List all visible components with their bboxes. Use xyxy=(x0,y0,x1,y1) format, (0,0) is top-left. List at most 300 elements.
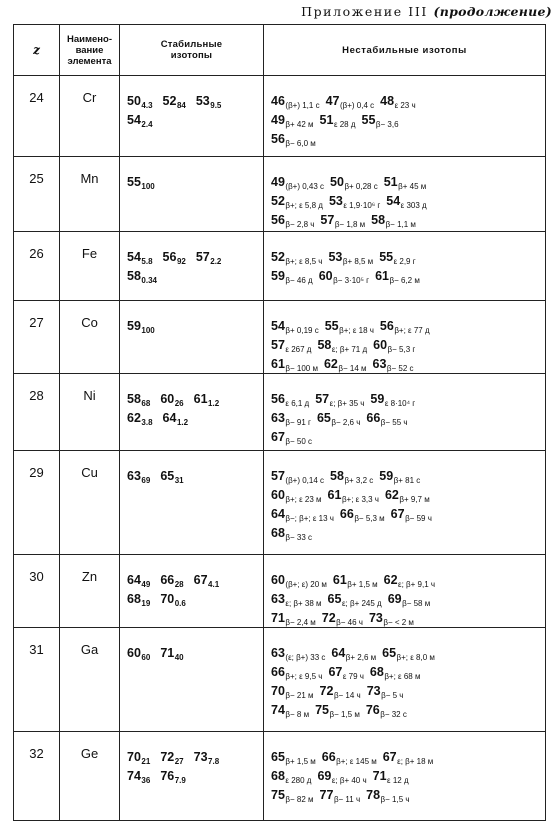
decay-info-subscript: (β+) 0,4 с xyxy=(339,101,375,110)
mass-number: 57 xyxy=(320,213,335,227)
decay-info-subscript: ε; β+ 18 м xyxy=(397,757,434,766)
mass-number: 63 xyxy=(372,357,387,371)
decay-info-subscript: β− 6,0 м xyxy=(285,139,316,148)
unstable-isotope xyxy=(371,209,416,234)
cell-stable-isotopes xyxy=(120,628,264,732)
decay-info-subscript: ε 23 ч xyxy=(394,101,416,110)
cell-stable-isotopes xyxy=(120,157,264,232)
cell-z: 28 xyxy=(14,374,60,451)
cell-stable-isotopes xyxy=(120,555,264,628)
mass-number: 66 xyxy=(160,573,175,587)
stable-isotope xyxy=(127,265,157,290)
cell-z: 29 xyxy=(14,451,60,555)
unstable-isotope xyxy=(375,265,420,290)
isotope-table xyxy=(13,24,546,821)
mass-number: 71 xyxy=(160,646,175,660)
cell-element-symbol: Mn xyxy=(60,157,120,232)
isotope-line xyxy=(127,109,259,128)
stable-isotope xyxy=(127,109,153,134)
mass-number: 64 xyxy=(162,411,177,425)
cell-element-symbol: Cu xyxy=(60,451,120,555)
mass-number: 59 xyxy=(379,469,394,483)
decay-info-subscript: (ε; β+) 33 с xyxy=(285,653,326,662)
abundance-subscript: 26 xyxy=(174,399,184,408)
mass-number: 62 xyxy=(384,488,399,502)
page-header xyxy=(0,4,552,22)
decay-info-subscript: β+ 0,28 с xyxy=(344,182,378,191)
table-row xyxy=(14,628,546,732)
decay-info-subscript: β+; ε 8,0 м xyxy=(396,653,435,662)
mass-number: 61 xyxy=(332,573,347,587)
mass-number: 69 xyxy=(387,592,402,606)
decay-info-subscript: β+ 81 с xyxy=(393,476,421,485)
stable-isotope xyxy=(163,407,189,432)
decay-info-subscript: β− 50 с xyxy=(285,437,313,446)
isotope-line xyxy=(271,642,541,661)
mass-number: 60 xyxy=(127,646,141,660)
mass-number: 64 xyxy=(127,573,141,587)
cell-z: 27 xyxy=(14,301,60,374)
isotope-line xyxy=(127,246,259,265)
abundance-subscript: 0.6 xyxy=(174,599,186,608)
mass-number: 49 xyxy=(271,113,285,127)
isotope-line xyxy=(271,190,541,209)
stable-isotope xyxy=(160,765,186,790)
mass-number: 72 xyxy=(160,750,175,764)
abundance-subscript: 7.9 xyxy=(174,776,186,785)
mass-number: 58 xyxy=(330,469,344,483)
unstable-isotope xyxy=(271,209,314,234)
mass-number: 53 xyxy=(195,94,210,108)
unstable-isotope xyxy=(271,522,312,547)
decay-info-subscript: β− 6,2 м xyxy=(389,276,420,285)
cell-stable-isotopes xyxy=(120,76,264,157)
decay-info-subscript: β+ 2,6 м xyxy=(345,653,377,662)
isotope-line xyxy=(271,315,541,334)
table-row xyxy=(14,451,546,555)
isotope-line xyxy=(271,503,541,522)
mass-number: 59 xyxy=(127,319,141,333)
mass-number: 76 xyxy=(365,703,380,717)
mass-number: 76 xyxy=(160,769,175,783)
mass-number: 66 xyxy=(366,411,381,425)
mass-number: 55 xyxy=(127,175,141,189)
abundance-subscript: 9.5 xyxy=(210,101,222,110)
isotope-line xyxy=(271,90,541,109)
decay-info-subscript: β− 1,1 м xyxy=(385,220,416,229)
unstable-isotope xyxy=(271,128,316,153)
table-row xyxy=(14,732,546,821)
continued-note: (продолжение) xyxy=(433,4,552,19)
mass-number: 63 xyxy=(271,411,285,425)
cell-z: 26 xyxy=(14,232,60,301)
mass-number: 55 xyxy=(379,250,394,264)
table-header-row xyxy=(14,25,546,76)
decay-info-subscript: ε 8·10⁴ г xyxy=(384,399,416,408)
stable-isotope xyxy=(127,465,150,490)
mass-number: 61 xyxy=(327,488,342,502)
isotope-line xyxy=(271,465,541,484)
decay-info-subscript: β− 14 ч xyxy=(333,691,361,700)
mass-number: 52 xyxy=(162,94,177,108)
cell-stable-isotopes xyxy=(120,451,264,555)
decay-info-subscript: β− 82 м xyxy=(285,795,314,804)
decay-info-subscript: β+; ε 68 м xyxy=(384,672,421,681)
mass-number: 67 xyxy=(382,750,397,764)
mass-number: 61 xyxy=(375,269,389,283)
decay-info-subscript: β− 100 м xyxy=(285,364,318,373)
mass-number: 57 xyxy=(315,392,330,406)
cell-stable-isotopes xyxy=(120,374,264,451)
stable-isotope xyxy=(160,642,183,667)
mass-number: 56 xyxy=(379,319,394,333)
mass-number: 49 xyxy=(271,175,285,189)
table-row xyxy=(14,232,546,301)
mass-number: 54 xyxy=(271,319,285,333)
isotope-line xyxy=(271,680,541,699)
isotope-line xyxy=(271,699,541,718)
header-element-line: вание xyxy=(75,44,104,56)
isotope-line xyxy=(271,569,541,588)
mass-number: 77 xyxy=(319,788,334,802)
decay-info-subscript: ε 1,9·10⁶ г xyxy=(343,201,381,210)
decay-info-subscript: β− 91 г xyxy=(285,418,311,427)
decay-info-subscript: ε; β+ 9,1 ч xyxy=(398,580,436,589)
decay-info-subscript: β+ 9,7 м xyxy=(399,495,430,504)
decay-info-subscript: β+; ε 8,5 ч xyxy=(285,257,323,266)
mass-number: 56 xyxy=(271,213,285,227)
mass-number: 61 xyxy=(271,357,285,371)
header-unstable-isotopes: Нестабильные изотопы xyxy=(264,25,546,76)
mass-number: 47 xyxy=(325,94,340,108)
decay-info-subscript: β− 8 м xyxy=(285,710,310,719)
cell-unstable-isotopes xyxy=(264,374,546,451)
mass-number: 57 xyxy=(195,250,210,264)
cell-z: 30 xyxy=(14,555,60,628)
mass-number: 52 xyxy=(271,194,285,208)
abundance-subscript: 31 xyxy=(174,476,184,485)
isotope-line xyxy=(271,353,541,372)
mass-number: 73 xyxy=(366,684,381,698)
decay-info-subscript: ε 303 д xyxy=(400,201,427,210)
table-row xyxy=(14,76,546,157)
cell-element-symbol: Cr xyxy=(60,76,120,157)
isotope-line xyxy=(127,265,259,284)
isotope-line xyxy=(271,784,541,803)
decay-info-subscript: β− 3·10⁵ г xyxy=(333,276,370,285)
mass-number: 56 xyxy=(271,392,285,406)
unstable-isotope xyxy=(366,784,409,809)
abundance-subscript: 36 xyxy=(141,776,151,785)
decay-info-subscript: β− 5,3 м xyxy=(354,514,385,523)
mass-number: 53 xyxy=(328,250,343,264)
mass-number: 56 xyxy=(162,250,177,264)
table-row xyxy=(14,374,546,451)
decay-info-subscript: ε; β+ 35 ч xyxy=(329,399,365,408)
header-stable-line: изотопы xyxy=(170,50,213,61)
mass-number: 69 xyxy=(317,769,332,783)
cell-element-symbol: Ga xyxy=(60,628,120,732)
isotope-line xyxy=(271,128,541,147)
unstable-isotope xyxy=(320,209,365,234)
mass-number: 58 xyxy=(317,338,332,352)
unstable-isotope xyxy=(340,503,385,528)
cell-unstable-isotopes xyxy=(264,157,546,232)
stable-isotope xyxy=(127,315,155,340)
decay-info-subscript: β−; β+; ε 13 ч xyxy=(285,514,334,523)
mass-number: 75 xyxy=(271,788,285,802)
mass-number: 62 xyxy=(383,573,398,587)
mass-number: 66 xyxy=(321,750,336,764)
mass-number: 64 xyxy=(331,646,346,660)
decay-info-subscript: β− 5,3 г xyxy=(387,345,416,354)
isotope-line xyxy=(271,334,541,353)
decay-info-subscript: β− 1,5 ч xyxy=(380,795,410,804)
decay-info-subscript: (β+; ε) 20 м xyxy=(285,580,327,589)
decay-info-subscript: β− 52 с xyxy=(386,364,414,373)
unstable-isotope xyxy=(271,265,313,290)
cell-unstable-isotopes xyxy=(264,451,546,555)
table-row xyxy=(14,157,546,232)
isotope-line xyxy=(127,171,259,190)
isotope-line xyxy=(271,171,541,190)
unstable-isotope xyxy=(271,699,309,724)
decay-info-subscript: β+; ε 23 м xyxy=(285,495,322,504)
stable-isotope xyxy=(196,90,222,115)
decay-info-subscript: ε 267 д xyxy=(285,345,312,354)
unstable-isotope xyxy=(324,353,367,378)
stable-isotope xyxy=(160,588,186,613)
abundance-subscript: 60 xyxy=(141,653,151,662)
cell-element-symbol: Co xyxy=(60,301,120,374)
isotope-line xyxy=(271,388,541,407)
abundance-subscript: 2.4 xyxy=(141,120,153,129)
unstable-isotope xyxy=(322,607,363,632)
decay-info-subscript: ε 79 ч xyxy=(342,672,364,681)
mass-number: 58 xyxy=(371,213,386,227)
mass-number: 75 xyxy=(315,703,329,717)
header-stable-line: Стабильные xyxy=(160,39,223,50)
decay-info-subscript: β− 1,5 м xyxy=(329,710,360,719)
isotope-line xyxy=(271,765,541,784)
cell-unstable-isotopes xyxy=(264,76,546,157)
mass-number: 54 xyxy=(386,194,401,208)
unstable-isotope xyxy=(366,407,407,432)
mass-number: 46 xyxy=(271,94,285,108)
cell-element-symbol: Zn xyxy=(60,555,120,628)
isotope-line xyxy=(271,265,541,284)
decay-info-subscript: β+ 1,5 м xyxy=(285,757,316,766)
stable-isotope xyxy=(163,90,186,115)
isotope-line xyxy=(127,90,259,109)
mass-number: 57 xyxy=(271,469,285,483)
unstable-isotope xyxy=(319,265,369,290)
abundance-subscript: 84 xyxy=(176,101,186,110)
decay-info-subscript: β− 2,8 ч xyxy=(285,220,315,229)
isotope-line xyxy=(271,209,541,228)
header-element xyxy=(60,25,120,76)
isotope-line xyxy=(271,746,541,765)
cell-z: 31 xyxy=(14,628,60,732)
decay-info-subscript: β+; ε 18 ч xyxy=(339,326,374,335)
mass-number: 56 xyxy=(271,132,285,146)
mass-number: 70 xyxy=(271,684,285,698)
stable-isotope xyxy=(127,171,155,196)
mass-number: 59 xyxy=(370,392,385,406)
mass-number: 74 xyxy=(127,769,141,783)
decay-info-subscript: (β+) 1,1 с xyxy=(285,101,320,110)
unstable-isotope xyxy=(320,784,361,809)
abundance-subscript: 2.2 xyxy=(210,257,222,266)
mass-number: 57 xyxy=(271,338,285,352)
abundance-subscript: 68 xyxy=(141,399,151,408)
mass-number: 68 xyxy=(127,592,141,606)
isotope-line xyxy=(127,588,259,607)
mass-number: 62 xyxy=(127,411,141,425)
table-row xyxy=(14,301,546,374)
mass-number: 48 xyxy=(380,94,395,108)
isotope-line xyxy=(127,315,259,334)
isotope-line xyxy=(271,588,541,607)
mass-number: 68 xyxy=(271,526,285,540)
cell-stable-isotopes xyxy=(120,732,264,821)
abundance-subscript: 1.2 xyxy=(208,399,220,408)
mass-number: 63 xyxy=(271,646,285,660)
unstable-isotope xyxy=(366,699,407,724)
mass-number: 60 xyxy=(160,392,175,406)
abundance-subscript: 27 xyxy=(174,757,184,766)
decay-info-subscript: β− 2,4 м xyxy=(285,618,316,627)
decay-info-subscript: β+ 8,5 м xyxy=(342,257,374,266)
table-body xyxy=(14,76,546,821)
mass-number: 70 xyxy=(127,750,141,764)
mass-number: 70 xyxy=(160,592,175,606)
isotope-line xyxy=(127,746,259,765)
decay-info-subscript: β+ 3,2 с xyxy=(344,476,374,485)
decay-info-subscript: β+ 0,19 с xyxy=(285,326,319,335)
mass-number: 67 xyxy=(390,507,405,521)
abundance-subscript: 100 xyxy=(141,326,155,335)
unstable-isotope xyxy=(271,784,314,809)
stable-isotope xyxy=(127,588,150,613)
abundance-subscript: 7.8 xyxy=(208,757,220,766)
abundance-subscript: 100 xyxy=(141,182,155,191)
decay-info-subscript: ε 12 д xyxy=(387,776,409,785)
decay-info-subscript: β− < 2 м xyxy=(383,618,414,627)
mass-number: 58 xyxy=(127,269,141,283)
decay-info-subscript: ε; β+ 38 м xyxy=(285,599,322,608)
mass-number: 67 xyxy=(271,430,285,444)
mass-number: 55 xyxy=(324,319,339,333)
cell-z: 32 xyxy=(14,732,60,821)
mass-number: 54 xyxy=(127,113,141,127)
cell-stable-isotopes xyxy=(120,232,264,301)
abundance-subscript: 19 xyxy=(141,599,151,608)
mass-number: 78 xyxy=(366,788,381,802)
mass-number: 61 xyxy=(193,392,208,406)
abundance-subscript: 5.8 xyxy=(141,257,153,266)
decay-info-subscript: β− 33 с xyxy=(285,533,313,542)
mass-number: 50 xyxy=(330,175,344,189)
decay-info-subscript: β− 46 ч xyxy=(336,618,363,627)
decay-info-subscript: ε; β+ 40 ч xyxy=(331,776,367,785)
decay-info-subscript: β+; ε 77 д xyxy=(394,326,430,335)
mass-number: 66 xyxy=(271,665,285,679)
stable-isotope xyxy=(194,569,220,594)
mass-number: 62 xyxy=(323,357,338,371)
mass-number: 55 xyxy=(361,113,376,127)
decay-info-subscript: β− 59 ч xyxy=(405,514,432,523)
cell-unstable-isotopes xyxy=(264,732,546,821)
mass-number: 59 xyxy=(271,269,285,283)
decay-info-subscript: β+ 1,5 м xyxy=(347,580,378,589)
decay-info-subscript: ε 2,9 г xyxy=(393,257,416,266)
decay-info-subscript: β+; ε 145 м xyxy=(336,757,377,766)
unstable-isotope xyxy=(362,109,399,134)
isotope-line xyxy=(271,407,541,426)
mass-number: 63 xyxy=(271,592,285,606)
header-element-line: элемента xyxy=(67,55,112,67)
mass-number: 65 xyxy=(271,750,285,764)
mass-number: 50 xyxy=(127,94,141,108)
decay-info-subscript: ε; β+ 71 д xyxy=(331,345,368,354)
unstable-isotope xyxy=(271,426,312,451)
mass-number: 65 xyxy=(382,646,397,660)
mass-number: 72 xyxy=(321,611,336,625)
mass-number: 66 xyxy=(339,507,354,521)
decay-info-subscript: β+ 42 м xyxy=(285,120,314,129)
cell-element-symbol: Fe xyxy=(60,232,120,301)
mass-number: 58 xyxy=(127,392,141,406)
appendix-title: Приложение III xyxy=(301,4,428,19)
cell-z: 25 xyxy=(14,157,60,232)
cell-unstable-isotopes xyxy=(264,628,546,732)
decay-info-subscript: β+; ε 3,3 ч xyxy=(341,495,379,504)
mass-number: 52 xyxy=(271,250,285,264)
mass-number: 67 xyxy=(193,573,208,587)
mass-number: 71 xyxy=(372,769,387,783)
decay-info-subscript: β+ 45 м xyxy=(398,182,427,191)
decay-info-subscript: β− 1,8 м xyxy=(334,220,366,229)
isotope-line xyxy=(127,407,259,426)
abundance-subscript: 3.8 xyxy=(141,418,153,427)
abundance-subscript: 92 xyxy=(176,257,186,266)
isotope-line xyxy=(127,388,259,407)
isotope-line xyxy=(271,607,541,626)
mass-number: 60 xyxy=(271,573,285,587)
abundance-subscript: 40 xyxy=(174,653,184,662)
isotope-line xyxy=(271,484,541,503)
abundance-subscript: 4.1 xyxy=(208,580,220,589)
header-stable-isotopes xyxy=(120,25,264,76)
stable-isotope xyxy=(127,407,153,432)
abundance-subscript: 4.3 xyxy=(141,101,153,110)
mass-number: 53 xyxy=(328,194,343,208)
decay-info-subscript: β− 58 м xyxy=(402,599,431,608)
stable-isotope xyxy=(160,465,183,490)
stable-isotope xyxy=(127,642,150,667)
cell-element-symbol: Ge xyxy=(60,732,120,821)
mass-number: 65 xyxy=(316,411,331,425)
decay-info-subscript: β− 14 м xyxy=(338,364,367,373)
cell-stable-isotopes xyxy=(120,301,264,374)
decay-info-subscript: β− 21 м xyxy=(285,691,314,700)
abundance-subscript: 49 xyxy=(141,580,151,589)
mass-number: 73 xyxy=(193,750,208,764)
mass-number: 65 xyxy=(160,469,175,483)
decay-info-subscript: ε 6,1 д xyxy=(285,399,310,408)
isotope-line xyxy=(127,642,259,661)
